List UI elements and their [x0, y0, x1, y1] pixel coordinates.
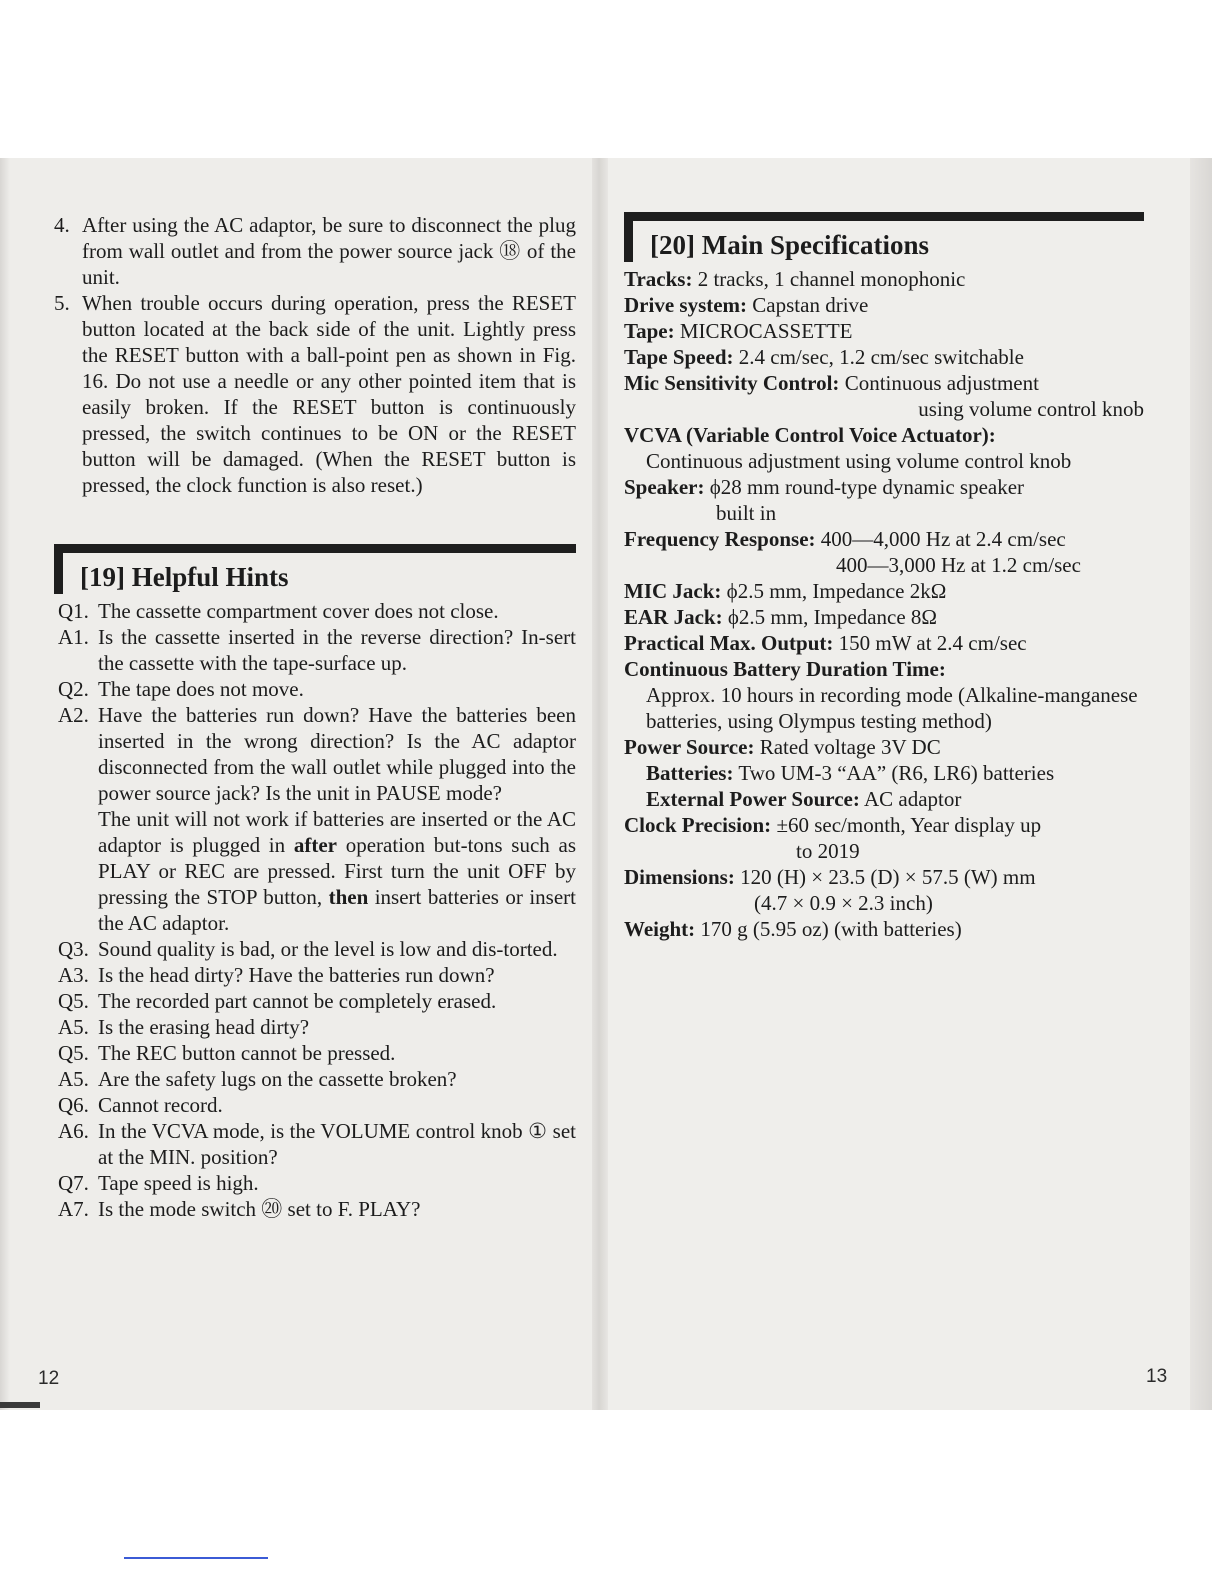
bold-text: then: [328, 885, 369, 909]
item-text: After using the AC adaptor, be sure to disconnect the plug from wall outlet and from the power source jack ⑱ of the unit.: [82, 213, 576, 289]
qa-label: Q7.: [58, 1171, 89, 1195]
qa-text: [98, 806, 576, 936]
list-item: [54, 212, 576, 290]
spec-key: Tape:: [624, 319, 675, 343]
section-title: [20] Main Specifications: [650, 230, 929, 260]
spec-ear-jack: [624, 604, 1144, 630]
spec-key: Practical Max. Output:: [624, 631, 834, 655]
qa-item: [54, 676, 576, 702]
spec-key: VCVA (Variable Control Voice Actuator):: [624, 423, 996, 447]
qa-label: A6.: [58, 1119, 89, 1143]
spec-vcva: [624, 422, 1144, 448]
qa-item: [54, 962, 576, 988]
qa-label: Q1.: [58, 599, 89, 623]
qa-text: The tape does not move.: [98, 677, 304, 701]
book-gutter: [592, 158, 608, 1410]
text-span: operation but-tons such as PLAY or REC are pressed. First turn the unit OFF by pressing the STOP button,: [98, 833, 577, 909]
spec-key: EAR Jack:: [624, 605, 723, 629]
spec-mic-jack: [624, 578, 1144, 604]
qa-item: [54, 1092, 576, 1118]
qa-item: [54, 1066, 576, 1092]
qa-item: [54, 598, 576, 624]
spec-mic-sensitivity: [624, 370, 1144, 396]
spec-frequency-response: [624, 526, 1144, 552]
qa-label: Q5.: [58, 1041, 89, 1065]
section-bar: [54, 544, 576, 553]
qa-label: A2.: [58, 703, 89, 727]
spec-power-source: [624, 734, 1144, 760]
qa-label: A5.: [58, 1067, 89, 1091]
spec-value: 120 (H) × 23.5 (D) × 57.5 (W) mm: [734, 865, 1036, 889]
section-side-bar: [624, 212, 633, 262]
spec-speaker: [624, 474, 1144, 500]
section-bar: [624, 212, 1144, 221]
section-title: [19] Helpful Hints: [80, 562, 289, 592]
spec-tape-speed: [624, 344, 1144, 370]
qa-label: A1.: [58, 625, 89, 649]
spec-max-output: [624, 630, 1144, 656]
qa-item: [54, 1170, 576, 1196]
spec-tape: [624, 318, 1144, 344]
qa-item: [54, 1118, 576, 1170]
qa-label: Q2.: [58, 677, 89, 701]
spec-value: Capstan drive: [747, 293, 869, 317]
spec-value: ϕ2.5 mm, Impedance 2kΩ: [721, 579, 947, 603]
qa-item: [54, 1040, 576, 1066]
spec-key: Continuous Battery Duration Time:: [624, 657, 946, 681]
spec-key: Tape Speed:: [624, 345, 734, 369]
bold-text: after: [293, 833, 337, 857]
qa-item: [54, 624, 576, 676]
spec-key: MIC Jack:: [624, 579, 722, 603]
text-span: The unit will not work if batteries are inserted or the AC adaptor is plugged in: [98, 807, 576, 857]
spec-value: MICROCASSETTE: [674, 319, 853, 343]
page-number-right: 13: [1146, 1366, 1168, 1387]
left-column: [54, 212, 576, 1222]
section-header-main-specifications: [624, 212, 1144, 262]
qa-text: Is the erasing head dirty?: [98, 1015, 310, 1039]
spec-key: Drive system:: [624, 293, 748, 317]
spec-key: Weight:: [624, 917, 696, 941]
qa-item: [54, 936, 576, 962]
spec-battery-duration-value: Approx. 10 hours in recording mode (Alkaline-manganese batteries, using Olympus testing method): [646, 683, 1138, 733]
spec-key: Batteries:: [646, 761, 734, 785]
qa-text: Cannot record.: [98, 1093, 223, 1117]
spec-batteries: [624, 760, 1144, 786]
qa-item-continued: [54, 806, 576, 936]
spec-value: ϕ2.5 mm, Impedance 8Ω: [722, 605, 938, 629]
spec-key: Power Source:: [624, 735, 755, 759]
spec-key: Mic Sensitivity Control:: [624, 371, 840, 395]
spec-value: 400—4,000 Hz at 2.4 cm/sec: [815, 527, 1066, 551]
spec-key: Tracks:: [624, 267, 693, 291]
qa-text: In the VCVA mode, is the VOLUME control knob ① set at the MIN. position?: [98, 1119, 576, 1169]
qa-label: A3.: [58, 963, 89, 987]
qa-text: The recorded part cannot be completely erased.: [98, 989, 497, 1013]
book-spread: [0, 158, 1212, 1410]
spec-tracks: [624, 266, 1144, 292]
right-page-edge: [1190, 158, 1212, 1410]
qa-item: [54, 1196, 576, 1222]
spec-speaker-cont: built in: [716, 501, 777, 525]
spec-value: Two UM-3 “AA” (R6, LR6) batteries: [733, 761, 1055, 785]
qa-text: Is the mode switch ⑳ set to F. PLAY?: [98, 1197, 421, 1221]
spec-vcva-value: Continuous adjustment using volume control knob: [646, 449, 1072, 473]
qa-item: [54, 1014, 576, 1040]
qa-label: A7.: [58, 1197, 89, 1221]
spec-drive-system: [624, 292, 1144, 318]
qa-item: [54, 988, 576, 1014]
spec-battery-duration: [624, 656, 1144, 682]
spec-value: Rated voltage 3V DC: [754, 735, 941, 759]
spec-key: Dimensions:: [624, 865, 735, 889]
spec-key: Clock Precision:: [624, 813, 772, 837]
spec-key: Frequency Response:: [624, 527, 816, 551]
right-column: [624, 212, 1144, 942]
item-number: 4.: [54, 213, 70, 237]
qa-text: The cassette compartment cover does not close.: [98, 599, 499, 623]
spec-value: 170 g (5.95 oz) (with batteries): [695, 917, 962, 941]
page-number-left: 12: [38, 1368, 60, 1389]
spec-mic-sensitivity-cont: using volume control knob: [918, 397, 1144, 421]
list-item: [54, 290, 576, 498]
spec-value: ±60 sec/month, Year display up: [771, 813, 1042, 837]
item-text: When trouble occurs during operation, press the RESET button located at the back side of the unit. Lightly press the RESET button with a ball-point pen as shown in Fig. 16. Do not use a needle or any other pointed item that is easily broken. If the RESET button is continuously pressed, the switch continues to be ON or the RESET button will be damaged. (When the RESET button is pressed, the clock function is also reset.): [82, 291, 576, 497]
qa-text: Is the cassette inserted in the reverse direction? In-sert the cassette with the tape-surface up.: [98, 625, 576, 675]
qa-label: Q3.: [58, 937, 89, 961]
binding-mark: [0, 1402, 40, 1408]
qa-text: Tape speed is high.: [98, 1171, 259, 1195]
spec-value: AC adaptor: [859, 787, 962, 811]
spec-external-power: [624, 786, 1144, 812]
left-page-edge: [0, 158, 10, 1410]
spec-value: 2.4 cm/sec, 1.2 cm/sec switchable: [733, 345, 1024, 369]
spec-frequency-response-cont: 400—3,000 Hz at 1.2 cm/sec: [836, 553, 1081, 577]
text-span: insert batteries or insert the AC adaptor.: [98, 885, 577, 935]
spec-dimensions-cont: (4.7 × 0.9 × 2.3 inch): [754, 891, 933, 915]
qa-item: [54, 702, 576, 806]
spec-value: Continuous adjustment: [839, 371, 1039, 395]
qa-text: Have the batteries run down? Have the batteries been inserted in the wrong direction? Is the AC adaptor disconnected from the wall outlet while plugged into the power source jack? Is the unit in PAUSE mode?: [98, 703, 576, 805]
qa-text: Sound quality is bad, or the level is low and dis-torted.: [98, 937, 558, 961]
spec-weight: [624, 916, 1144, 942]
spec-clock-precision-cont: to 2019: [796, 839, 860, 863]
qa-text: The REC button cannot be pressed.: [98, 1041, 396, 1065]
qa-label: Q6.: [58, 1093, 89, 1117]
section-header-helpful-hints: [54, 544, 576, 594]
section-side-bar: [54, 544, 63, 594]
spec-dimensions: [624, 864, 1144, 890]
qa-text: Is the head dirty? Have the batteries run down?: [98, 963, 495, 987]
qa-text: Are the safety lugs on the cassette broken?: [98, 1067, 457, 1091]
spec-value: ϕ28 mm round-type dynamic speaker: [704, 475, 1025, 499]
spec-value: 2 tracks, 1 channel monophonic: [692, 267, 966, 291]
qa-label: Q5.: [58, 989, 89, 1013]
spec-key: External Power Source:: [646, 787, 860, 811]
spec-key: Speaker:: [624, 475, 705, 499]
spec-value: 150 mW at 2.4 cm/sec: [833, 631, 1027, 655]
item-number: 5.: [54, 291, 70, 315]
spec-clock-precision: [624, 812, 1144, 838]
footer-divider: [124, 1557, 268, 1559]
qa-label: A5.: [58, 1015, 89, 1039]
